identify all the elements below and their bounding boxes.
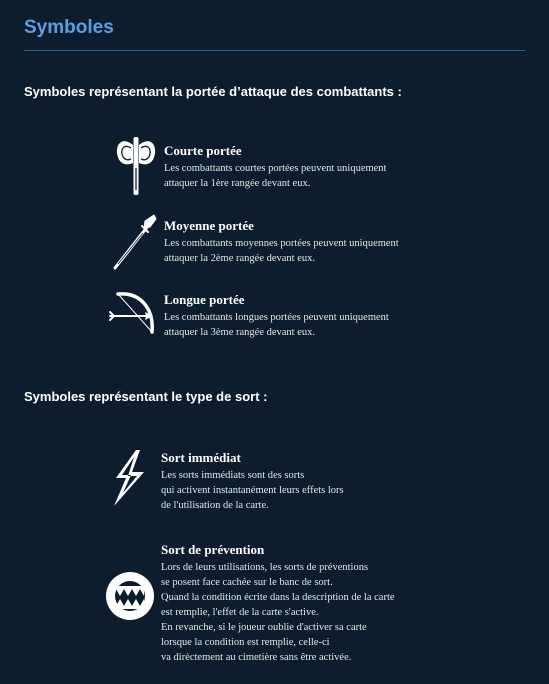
section-heading-range: Symboles représentant la portée d’attaque des combattants : xyxy=(24,84,402,99)
entry-description: Les combattants moyennes portées peuvent uniquement attaquer la 2ème rangée devant eux. xyxy=(164,238,399,264)
section-heading-spell-type: Symboles représentant le type de sort : xyxy=(24,389,268,404)
entry-title: Courte portée xyxy=(164,143,242,158)
entry-title: Sort immédiat xyxy=(161,450,241,465)
entry-title: Sort de prévention xyxy=(161,542,265,557)
entry-title: Moyenne portée xyxy=(164,218,254,233)
lightning-icon xyxy=(108,448,150,510)
trap-icon xyxy=(104,570,156,622)
entry-description: Les combattants courtes portées peuvent uniquement attaquer la 1ère rangée devant eux. xyxy=(164,163,387,189)
spear-icon xyxy=(110,212,160,272)
axe-icon xyxy=(114,134,158,198)
page-title: Symboles xyxy=(24,17,114,38)
bow-icon xyxy=(106,286,160,346)
title-divider xyxy=(24,50,525,51)
entry-description: Lors de leurs utilisations, les sorts de préventions se posent face cachée sur le banc de sort. Quand la condition écrite dans la description de la carte est remplie, l'effet de la carte s'active. En revanche, si le joueur oublie d'activer sa carte lorsque la condition est remplie, celle-ci va dirèctement au cimetière sans être activée. xyxy=(161,562,395,663)
entry-description: Les sorts immédiats sont des sorts qui activent instantanément leurs effets lors de l'utilisation de la carte. xyxy=(161,470,344,511)
entry-title: Longue portée xyxy=(164,292,245,307)
entry-description: Les combattants longues portées peuvent uniquement attaquer la 3ème rangée devant eux. xyxy=(164,312,389,338)
